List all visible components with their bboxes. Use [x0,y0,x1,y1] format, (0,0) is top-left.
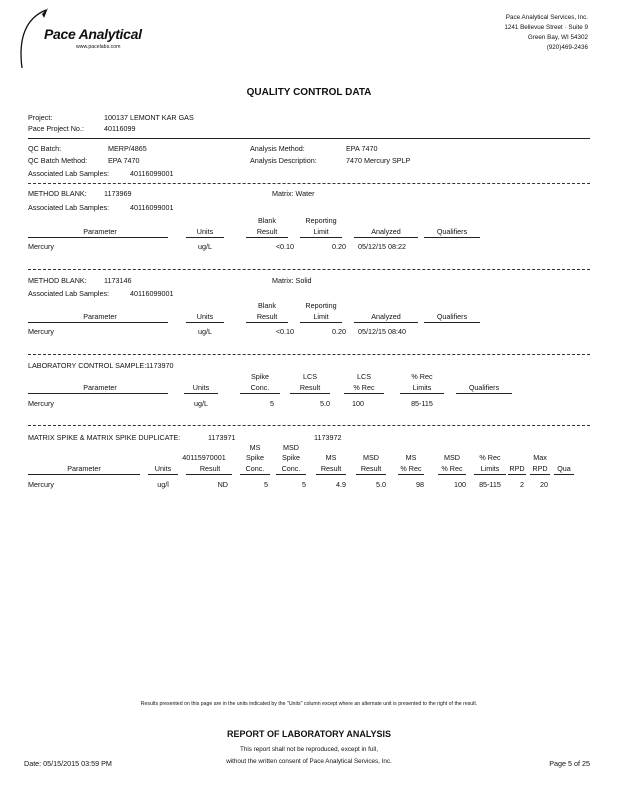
header-underline [508,474,526,475]
col-header-result: Result [199,464,221,473]
msd-label: MATRIX SPIKE & MATRIX SPIKE DUPLICATE: [28,433,181,442]
col-header-qualifiers: Qualifiers [436,312,468,321]
col-header-sample-id: 40115970001 [182,453,226,462]
header-underline [554,474,574,475]
header-underline [424,237,480,238]
col-header-conc: Conc. [250,383,270,392]
analysis-method-value: EPA 7470 [346,144,378,153]
cell-result: 5.0 [320,399,330,408]
associated-samples-label: Associated Lab Samples: [28,203,110,212]
cell-units: ug/L [194,399,208,408]
header-underline [354,322,418,323]
method-blank-matrix: Matrix: Water [272,189,315,198]
col-header-lcs: LCS [303,372,317,381]
col-header-result: Result [256,227,278,236]
units-note: Results presented on this page are in the units indicated by the "Units" column except where an alternate unit is presented to the right of the result. [140,701,478,707]
cell-limit: 0.20 [332,327,346,336]
header-underline [28,322,168,323]
col-header-analyzed: Analyzed [371,312,401,321]
header-underline [240,474,270,475]
col-header-units: Units [196,227,214,236]
col-header-msd: MSD [444,453,460,462]
reproduction-notice-1: This report shall not be reproduced, except in full, [240,746,378,753]
header-underline [186,474,232,475]
header-underline [186,237,224,238]
cell-ms-rec: 98 [416,480,424,489]
method-blank-id: 1173969 [104,189,132,198]
cell-msd-result: 5.0 [376,480,386,489]
cell-ms-conc: 5 [264,480,268,489]
project-label: Project: [28,113,53,122]
header-underline [530,474,550,475]
header-underline [316,474,346,475]
col-header-ms: MS [249,443,261,452]
lcs-id: 1173970 [146,361,174,370]
col-header-units: Units [196,312,214,321]
col-header-max: Max [533,453,547,462]
col-header-max-rpd: RPD [532,464,548,473]
col-header-msd: MSD [283,443,299,452]
pace-project-value: 40116099 [104,124,136,133]
cell-ms-result: 4.9 [336,480,346,489]
associated-samples-label: Associated Lab Samples: [28,289,110,298]
divider [28,138,590,139]
logo-url: www.pacelabs.com [76,44,121,50]
col-header-parameter: Parameter [67,464,101,473]
header-underline [400,393,444,394]
col-header-parameter: Parameter [83,383,117,392]
col-header-limits: Limits [480,464,500,473]
col-header-rpd: RPD [509,464,525,473]
col-header-conc: Conc. [245,464,265,473]
col-header-blank: Blank [258,216,276,225]
col-header-pct-rec: % Rec [479,453,501,462]
header-underline [300,237,342,238]
analysis-description-label: Analysis Description: [250,156,317,165]
col-header-ms: MS [325,453,337,462]
col-header-qualifiers: Qualifiers [436,227,468,236]
divider [28,354,590,355]
cell-result: <0.10 [275,327,294,336]
header-underline [246,322,288,323]
divider [28,183,590,184]
col-header-result: Result [299,383,321,392]
method-blank-matrix: Matrix: Solid [272,276,312,285]
report-date: Date: 05/15/2015 03:59 PM [24,759,112,768]
company-name: Pace Analytical Services, Inc. [505,14,588,21]
cell-max-rpd: 20 [540,480,548,489]
divider [28,425,590,426]
col-header-reporting: Reporting [305,301,337,310]
col-header-spike: Spike [251,372,269,381]
method-blank-label: METHOD BLANK: [28,276,87,285]
col-header-limit: Limit [313,312,329,321]
col-header-qual: Qua [557,464,571,473]
col-header-limit: Limit [313,227,329,236]
associated-samples-value: 40116099001 [130,203,174,212]
logo-text: Pace Analytical [44,26,142,42]
analysis-description-value: 7470 Mercury SPLP [346,156,411,165]
cell-result: <0.10 [275,242,294,251]
header-underline [276,474,306,475]
page-title: QUALITY CONTROL DATA [246,87,372,98]
ms-id: 1173971 [208,433,236,442]
header-underline [28,393,168,394]
header-underline [246,237,288,238]
col-header-ms: MS [405,453,417,462]
col-header-ms-result: Result [320,464,342,473]
cell-msd-conc: 5 [302,480,306,489]
company-phone: (920)469-2436 [546,44,588,51]
header-underline [186,322,224,323]
col-header-ms-rec: % Rec [400,464,422,473]
col-header-conc: Conc. [281,464,301,473]
cell-conc: 5 [270,399,274,408]
col-header-parameter: Parameter [83,227,117,236]
col-header-msd-result: Result [360,464,382,473]
col-header-msd-rec: % Rec [441,464,463,473]
header-underline [184,393,218,394]
col-header-units: Units [154,464,172,473]
company-address-1: 1241 Bellevue Street · Suite 9 [504,24,588,31]
qc-batch-method-label: QC Batch Method: [28,156,88,165]
header-underline [28,237,168,238]
analysis-method-label: Analysis Method: [250,144,305,153]
cell-limits: 85-115 [479,480,501,489]
cell-result: ND [217,480,228,489]
header-underline [456,393,512,394]
header-underline [290,393,330,394]
header-underline [28,474,140,475]
associated-samples-value: 40116099001 [130,289,174,298]
col-header-blank: Blank [258,301,276,310]
header-underline [356,474,386,475]
cell-parameter: Mercury [28,242,54,251]
col-header-qualifiers: Qualifiers [468,383,500,392]
col-header-parameter: Parameter [83,312,117,321]
reproduction-notice-2: without the written consent of Pace Analytical Services, Inc. [226,758,392,765]
report-title: REPORT OF LABORATORY ANALYSIS [226,729,392,739]
pace-project-label: Pace Project No.: [28,124,84,133]
header-underline [300,322,342,323]
cell-rec: 100 [352,399,364,408]
col-header-reporting: Reporting [305,216,337,225]
cell-units: ug/l [157,480,169,489]
col-header-units: Units [192,383,210,392]
col-header-spike: Spike [246,453,264,462]
header-underline [424,322,480,323]
page-number: Page 5 of 25 [549,759,590,768]
cell-parameter: Mercury [28,399,54,408]
header-underline [344,393,384,394]
header-underline [438,474,466,475]
col-header-spike: Spike [282,453,300,462]
col-header-msd: MSD [363,453,379,462]
cell-rpd: 2 [520,480,524,489]
col-header-limits: Limits [412,383,432,392]
divider [28,269,590,270]
msd-id: 1173972 [314,433,342,442]
header-underline [474,474,506,475]
col-header-rec: % Rec [353,383,375,392]
col-header-pct-rec: % Rec [411,372,433,381]
method-blank-label: METHOD BLANK: [28,189,87,198]
associated-samples-value: 40116099001 [130,169,174,178]
cell-parameter: Mercury [28,327,54,336]
method-blank-id: 1173146 [104,276,132,285]
qc-batch-method-value: EPA 7470 [108,156,140,165]
project-value: 100137 LEMONT KAR GAS [104,113,194,122]
cell-analyzed: 05/12/15 08:40 [358,327,406,336]
qc-batch-label: QC Batch: [28,144,62,153]
header-underline [354,237,418,238]
cell-limit: 0.20 [332,242,346,251]
cell-analyzed: 05/12/15 08:22 [358,242,406,251]
col-header-lcs: LCS [357,372,371,381]
cell-parameter: Mercury [28,480,54,489]
cell-limits: 85-115 [411,399,433,408]
company-address-2: Green Bay, WI 54302 [527,34,588,41]
lcs-label: LABORATORY CONTROL SAMPLE: [28,361,147,370]
col-header-result: Result [256,312,278,321]
header-underline [240,393,280,394]
col-header-analyzed: Analyzed [371,227,401,236]
header-underline [148,474,178,475]
cell-msd-rec: 100 [454,480,466,489]
cell-units: ug/L [198,242,212,251]
header-underline [398,474,424,475]
associated-samples-label: Associated Lab Samples: [28,169,110,178]
cell-units: ug/L [198,327,212,336]
qc-batch-value: MERP/4865 [108,144,147,153]
